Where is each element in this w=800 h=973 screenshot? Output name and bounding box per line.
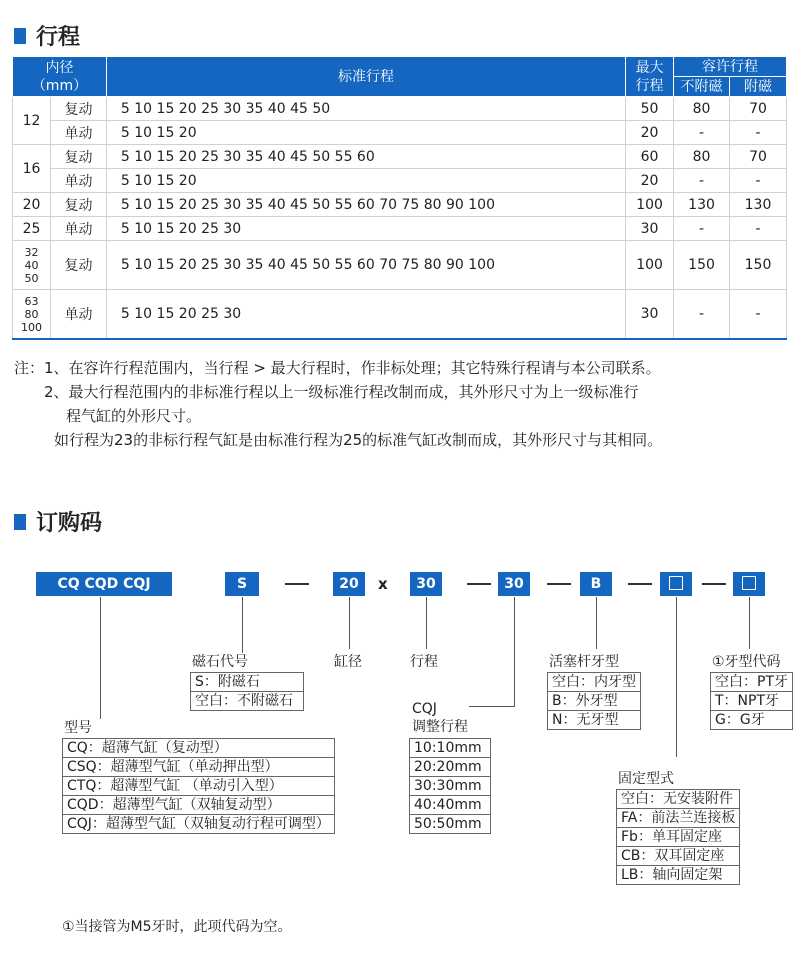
max-stroke: 30 <box>626 217 674 241</box>
dash <box>285 583 309 585</box>
leader-line <box>426 597 427 649</box>
bore-cell: 63 80 100 <box>13 290 51 340</box>
no-magnet-stroke: - <box>674 121 730 145</box>
section-marker-icon <box>14 514 26 530</box>
header-bore: 内径 （mm） <box>13 57 107 97</box>
bore-cell: 12 <box>13 97 51 145</box>
option: 空白：无安装附件 <box>617 790 740 809</box>
times-sign: x <box>378 575 388 593</box>
option: CTQ：超薄型气缸 （单动引入型） <box>63 777 335 796</box>
thread-options <box>710 672 793 730</box>
footnote: ①当接管为M5牙时，此项代码为空。 <box>62 919 292 935</box>
max-stroke: 20 <box>626 169 674 193</box>
option: CSQ：超薄型气缸（单动押出型） <box>63 758 335 777</box>
no-magnet-stroke: 80 <box>674 145 730 169</box>
standard-stroke: 5 10 15 20 25 30 35 40 45 50 55 60 70 75 80 90 100 <box>106 193 625 217</box>
model-title: 型号 <box>64 720 92 736</box>
no-magnet-stroke: - <box>674 217 730 241</box>
no-magnet-stroke: - <box>674 290 730 340</box>
table-row <box>13 169 787 193</box>
no-magnet-stroke: 150 <box>674 241 730 290</box>
section-title-order-code: 订购码 <box>14 506 102 537</box>
bore-cell: 20 <box>13 193 51 217</box>
magnet-stroke: 70 <box>730 97 787 121</box>
standard-stroke: 5 10 15 20 25 30 35 40 45 50 55 60 <box>106 145 625 169</box>
dash <box>547 583 571 585</box>
code-rod-thread-box: B <box>580 572 612 596</box>
table-row <box>13 290 787 340</box>
dash <box>628 583 652 585</box>
notes <box>14 356 662 452</box>
bore-cell: 25 <box>13 217 51 241</box>
magnet-options <box>190 672 304 711</box>
note-line: 程气缸的外形尺寸。 <box>66 407 202 425</box>
option: 30:30mm <box>410 777 491 796</box>
header-allowable-stroke: 容许行程 <box>674 57 787 77</box>
option: CQ：超薄气缸（复动型） <box>63 739 335 758</box>
section-marker-icon <box>14 28 26 44</box>
leader-line <box>100 597 101 719</box>
option: 空白：内牙型 <box>548 673 641 692</box>
standard-stroke: 5 10 15 20 25 30 35 40 45 50 <box>106 97 625 121</box>
standard-stroke: 5 10 15 20 25 30 <box>106 217 625 241</box>
header-magnet: 附磁 <box>730 77 787 97</box>
action-type: 单动 <box>50 290 106 340</box>
bore-title: 缸径 <box>334 654 362 670</box>
dash <box>702 583 726 585</box>
note-line: 注：1、在容许行程范围内，当行程 > 最大行程时，作非标处理；其它特殊行程请与本公司联系。 <box>14 359 661 377</box>
magnet-stroke: 150 <box>730 241 787 290</box>
code-bore-box: 20 <box>333 572 365 596</box>
standard-stroke: 5 10 15 20 <box>106 121 625 145</box>
table-row <box>13 121 787 145</box>
option: 20:20mm <box>410 758 491 777</box>
thread-title: ①牙型代码 <box>712 654 781 670</box>
option: Fb：单耳固定座 <box>617 828 740 847</box>
no-magnet-stroke: 80 <box>674 97 730 121</box>
code-mount-box <box>660 572 692 596</box>
header-max-stroke: 最大 行程 <box>626 57 674 97</box>
header-no-magnet: 不附磁 <box>674 77 730 97</box>
bore-cell: 16 <box>13 145 51 193</box>
action-type: 复动 <box>50 241 106 290</box>
model-options <box>62 738 335 834</box>
option: G：G牙 <box>711 711 793 730</box>
code-thread-box <box>733 572 765 596</box>
max-stroke: 30 <box>626 290 674 340</box>
option: CQJ：超薄型气缸（双轴复动行程可调型） <box>63 815 335 834</box>
note-line: 如行程为23的非标行程气缸是由标准行程为25的标准气缸改制而成，其外形尺寸与其相同。 <box>54 431 663 449</box>
rod-thread-title: 活塞杆牙型 <box>549 654 619 670</box>
max-stroke: 60 <box>626 145 674 169</box>
magnet-stroke: - <box>730 121 787 145</box>
stroke-title: 行程 <box>410 654 438 670</box>
standard-stroke: 5 10 15 20 25 30 <box>106 290 625 340</box>
action-type: 单动 <box>50 121 106 145</box>
option: B：外牙型 <box>548 692 641 711</box>
leader-line <box>749 597 750 649</box>
standard-stroke: 5 10 15 20 <box>106 169 625 193</box>
leader-line <box>349 597 350 649</box>
option: 空白：PT牙 <box>711 673 793 692</box>
adjust-title-2: 调整行程 <box>412 719 468 735</box>
stroke-table <box>12 56 787 340</box>
option: LB：轴向固定架 <box>617 866 740 885</box>
magnet-stroke: - <box>730 169 787 193</box>
bore-cell: 32 40 50 <box>13 241 51 290</box>
option: 40:40mm <box>410 796 491 815</box>
magnet-title: 磁石代号 <box>192 654 248 670</box>
option: CQD：超薄型气缸（双轴复动型） <box>63 796 335 815</box>
magnet-stroke: 70 <box>730 145 787 169</box>
option: CB：双耳固定座 <box>617 847 740 866</box>
option: FA：前法兰连接板 <box>617 809 740 828</box>
option: T：NPT牙 <box>711 692 793 711</box>
action-type: 复动 <box>50 193 106 217</box>
mount-title: 固定型式 <box>618 771 674 787</box>
note-line: 2、最大行程范围内的非标准行程以上一级标准行程改制而成，其外形尺寸为上一级标准行 <box>44 383 639 401</box>
no-magnet-stroke: - <box>674 169 730 193</box>
table-row <box>13 97 787 121</box>
leader-line <box>596 597 597 649</box>
option: 空白：不附磁石 <box>191 692 304 711</box>
header-standard-stroke: 标准行程 <box>106 57 625 97</box>
option: 50:50mm <box>410 815 491 834</box>
mount-options <box>616 789 740 885</box>
rod-thread-options <box>547 672 641 730</box>
max-stroke: 20 <box>626 121 674 145</box>
dash <box>467 583 491 585</box>
table-row <box>13 241 787 290</box>
table-row <box>13 193 787 217</box>
option: N：无牙型 <box>548 711 641 730</box>
action-type: 单动 <box>50 169 106 193</box>
option: S：附磁石 <box>191 673 304 692</box>
leader-line <box>514 597 515 706</box>
adjust-stroke-options <box>409 738 491 834</box>
max-stroke: 100 <box>626 241 674 290</box>
action-type: 复动 <box>50 145 106 169</box>
leader-line <box>676 597 677 757</box>
no-magnet-stroke: 130 <box>674 193 730 217</box>
option: 10:10mm <box>410 739 491 758</box>
magnet-stroke: - <box>730 290 787 340</box>
action-type: 复动 <box>50 97 106 121</box>
table-row <box>13 145 787 169</box>
action-type: 单动 <box>50 217 106 241</box>
section-title-stroke: 行程 <box>14 20 80 51</box>
table-row <box>13 217 787 241</box>
standard-stroke: 5 10 15 20 25 30 35 40 45 50 55 60 70 75 80 90 100 <box>106 241 625 290</box>
code-model-box: CQ CQD CQJ <box>36 572 172 596</box>
code-stroke-box: 30 <box>410 572 442 596</box>
code-magnet-box: S <box>225 572 259 596</box>
adjust-title-1: CQJ <box>412 701 437 717</box>
code-adjust-stroke-box: 30 <box>498 572 530 596</box>
magnet-stroke: 130 <box>730 193 787 217</box>
magnet-stroke: - <box>730 217 787 241</box>
leader-line <box>469 706 515 707</box>
max-stroke: 100 <box>626 193 674 217</box>
leader-line <box>242 597 243 653</box>
max-stroke: 50 <box>626 97 674 121</box>
